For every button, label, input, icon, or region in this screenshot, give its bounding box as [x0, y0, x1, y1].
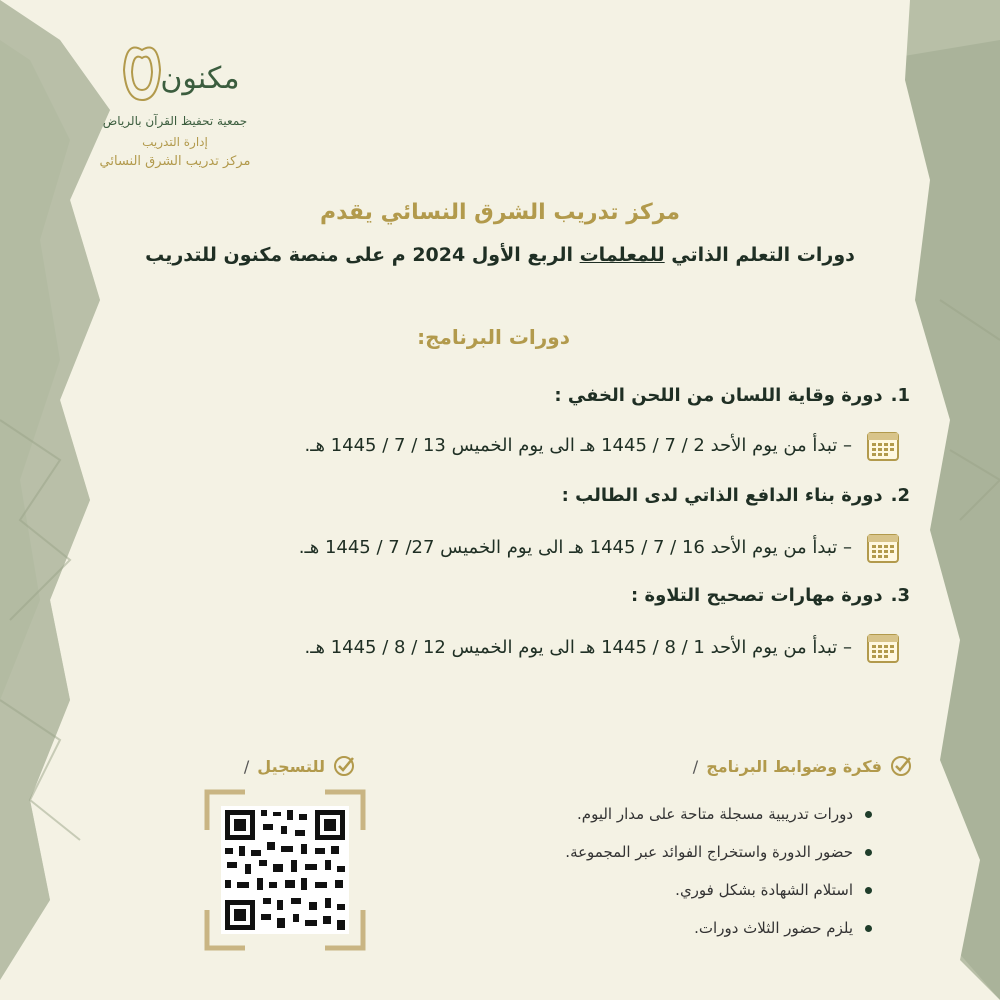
check-circle-icon: [333, 755, 355, 777]
bullet-icon: [865, 925, 872, 932]
check-circle-icon: [890, 755, 912, 777]
rules-heading: [693, 755, 912, 777]
list-item: حضور الدورة واستخراج الفوائد عبر المجموعة.: [565, 833, 872, 871]
course-title-2: [562, 485, 910, 506]
calendar-icon: [866, 530, 900, 564]
center-name: مركز تدريب الشرق النسائي: [99, 154, 251, 169]
rules-heading-slash: /: [692, 756, 699, 776]
rules-list: [565, 795, 872, 947]
course-date-range: – تبدأ من يوم الأحد 2 / 7 / 1445 هـ الى يوم الخميس 13 / 7 / 1445 هـ.: [304, 434, 852, 456]
svg-text:مكنون: مكنون: [160, 61, 240, 96]
page-subtitle: [100, 244, 900, 266]
course-dates-2: [299, 530, 900, 564]
bullet-icon: [865, 811, 872, 818]
qr-code[interactable]: [205, 790, 365, 950]
list-item: دورات تدريبية مسجلة متاحة على مدار اليوم.: [565, 795, 872, 833]
register-heading: [244, 755, 355, 777]
course-date-range: – تبدأ من يوم الأحد 16 / 7 / 1445 هـ الى يوم الخميس 27/ 7 / 1445 هـ.: [298, 536, 852, 558]
course-dates-1: [304, 428, 900, 462]
course-title-1: [554, 385, 910, 406]
calendar-icon: [866, 428, 900, 462]
course-number: 1.: [890, 385, 910, 406]
calendar-icon: [866, 630, 900, 664]
course-number: 2.: [890, 485, 910, 506]
bullet-icon: [865, 887, 872, 894]
logo-emblem-icon: [120, 40, 240, 110]
page-title: مركز تدريب الشرق النسائي يقدم: [319, 200, 681, 225]
logo-block: [80, 40, 270, 169]
list-item: يلزم حضور الثلاث دورات.: [565, 909, 872, 947]
course-date-range: – تبدأ من يوم الأحد 1 / 8 / 1445 هـ الى يوم الخميس 12 / 8 / 1445 هـ.: [304, 636, 852, 658]
program-heading: دورات البرنامج:: [417, 325, 570, 349]
course-title: دورة مهارات تصحيح التلاوة :: [630, 585, 883, 606]
org-name: جمعية تحفيظ القرآن بالرياض: [102, 114, 248, 128]
subtitle-part1: دورات التعلم الذاتي: [671, 244, 855, 266]
rules-heading-text: فكرة وضوابط البرنامج: [706, 756, 882, 776]
subtitle-part2: الربع الأول 2024 م على منصة مكنون للتدريب: [145, 244, 580, 266]
course-title-3: [631, 585, 910, 606]
register-heading-slash: /: [243, 756, 250, 776]
subtitle-underlined: للمعلمات: [579, 244, 665, 266]
course-title: دورة وقاية اللسان من اللحن الخفي :: [554, 385, 883, 406]
course-number: 3.: [890, 585, 910, 606]
department-name: إدارة التدريب: [142, 135, 208, 149]
bullet-icon: [865, 849, 872, 856]
course-dates-3: [304, 630, 900, 664]
list-item: استلام الشهادة بشكل فوري.: [565, 871, 872, 909]
course-title: دورة بناء الدافع الذاتي لدى الطالب :: [561, 485, 883, 506]
register-heading-text: للتسجيل: [257, 756, 325, 776]
